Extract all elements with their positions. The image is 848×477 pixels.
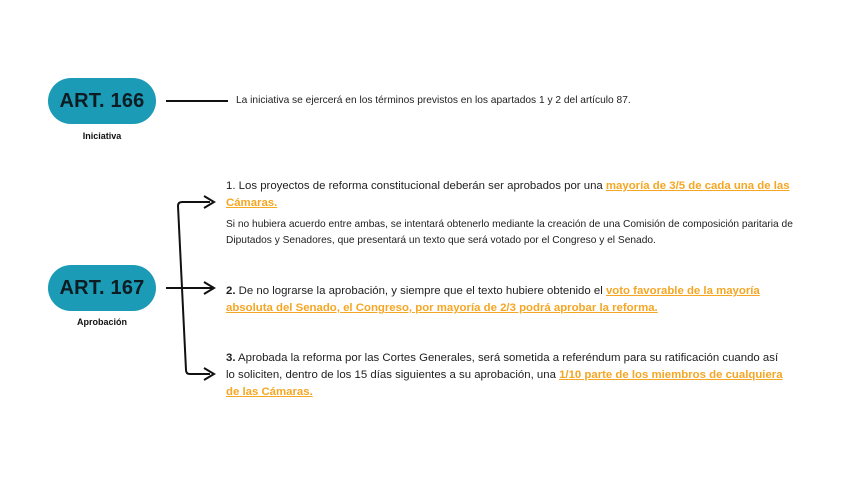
art166-badge	[48, 78, 156, 124]
art167-badge	[48, 265, 156, 311]
art167-label: ART. 167	[59, 276, 145, 299]
item-3-text: Aprobada la reforma por las Cortes Generales, será sometida a referéndum para su ratificación cuando así lo soliciten, dentro de los 15 días siguientes a su aprobación, una	[226, 352, 779, 381]
item-3-number: 3.	[226, 352, 236, 364]
item-3-highlight: 1/10 parte de los miembros de cualquiera de las Cámaras.	[226, 369, 783, 398]
item-2-number: 2.	[226, 285, 236, 297]
item-1-highlight: mayoría de 3/5 de cada una de las Cámaras.	[226, 180, 790, 209]
art167-item-2	[226, 283, 786, 317]
item-2-text: De no lograrse la aprobación, y siempre que el texto hubiere obtenido el	[235, 285, 606, 297]
art166-caption: Iniciativa	[82, 131, 122, 141]
art167-item-3	[226, 350, 786, 401]
art167-item-1-extra: Si no hubiera acuerdo entre ambas, se intentará obtenerlo mediante la creación de una Comisión de composición paritaria de Diputados y Senadores, que presentará un texto que será votado por el Congreso y el Senado.	[226, 219, 793, 246]
item-1-text: 1. Los proyectos de reforma constitucional deberán ser aprobados por una	[226, 180, 606, 192]
art167-item-1	[226, 178, 796, 212]
art166-label: ART. 166	[59, 89, 145, 112]
art166-text: La iniciativa se ejercerá en los términos previstos en los apartados 1 y 2 del artículo 87.	[236, 95, 631, 106]
art167-caption: Aprobación	[76, 317, 127, 327]
item-2-highlight: voto favorable de la mayoría absoluta del Senado, el Congreso, por mayoría de 2/3 podrá aprobar la reforma.	[226, 285, 760, 314]
